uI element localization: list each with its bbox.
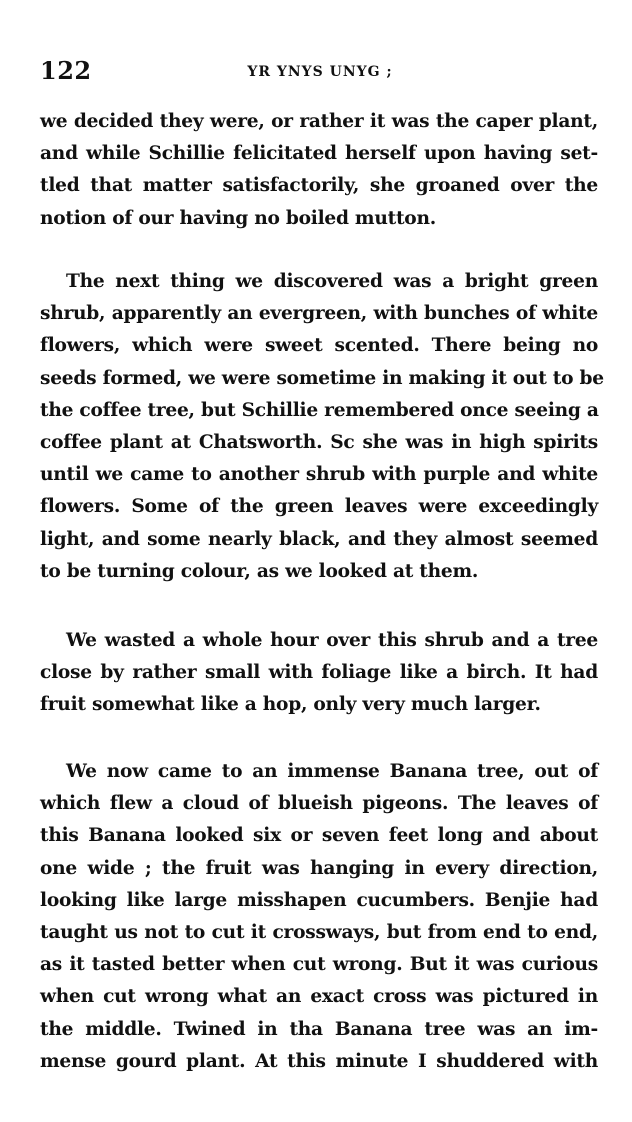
text-line: mense gourd plant. At this minute I shuddered with (40, 1050, 598, 1072)
text-line: one wide ; the fruit was hanging in every direction, (40, 857, 598, 879)
text-line: tled that matter satisfactorily, she groaned over the (40, 175, 598, 197)
text-line: seeds formed, we were sometime in making it out to be (40, 367, 604, 389)
text-line: to be turning colour, as we looked at them. (40, 560, 479, 582)
page-number: 122 (40, 56, 92, 85)
text-line: we decided they were, or rather it was the caper plant, (40, 111, 598, 132)
text-line: shrub, apparently an evergreen, with bunches of white (40, 303, 598, 325)
text-line: We now came to an immense Banana tree, out of (66, 761, 598, 782)
text-line: notion of our having no boiled mutton. (40, 207, 436, 229)
text-line: as it tasted better when cut wrong. But it was curious (40, 954, 598, 976)
text-line: taught us not to cut it crossways, but from end to end, (40, 921, 598, 943)
text-line: until we came to another shrub with purple and white (40, 464, 598, 486)
text-line: flowers. Some of the green leaves were exceedingly (40, 496, 598, 518)
paragraph-1 (40, 106, 598, 235)
text-line: close by rather small with foliage like a birch. It had (40, 662, 598, 684)
text-line: the coffee tree, but Schillie remembered once seeing a (40, 399, 599, 421)
paragraph-3 (40, 625, 598, 722)
text-line: fruit somewhat like a hop, only very much larger. (40, 694, 541, 716)
paragraph-2 (40, 266, 604, 588)
text-line: when cut wrong what an exact cross was pictured in (40, 986, 598, 1008)
text-line: looking like large misshapen cucumbers. Benjie had (40, 889, 598, 911)
paragraph-4 (40, 756, 598, 1078)
text-line: coffee plant at Chatsworth. Sc she was in high spirits (40, 431, 598, 453)
text-line: the middle. Twined in tha Banana tree was an im- (40, 1018, 598, 1040)
text-line: flowers, which were sweet scented. There being no (40, 335, 598, 357)
page-header (40, 56, 600, 90)
text-line: which flew a cloud of blueish pigeons. The leaves of (40, 793, 598, 815)
running-title: YR YNYS UNYG ; (247, 64, 393, 80)
text-line: We wasted a whole hour over this shrub and a tree (66, 630, 598, 651)
text-line: and while Schillie felicitated herself upon having set- (40, 143, 598, 165)
text-line: The next thing we discovered was a bright green (66, 271, 598, 292)
text-line: light, and some nearly black, and they almost seemed (40, 528, 598, 550)
text-line: this Banana looked six or seven feet long and about (40, 825, 598, 847)
